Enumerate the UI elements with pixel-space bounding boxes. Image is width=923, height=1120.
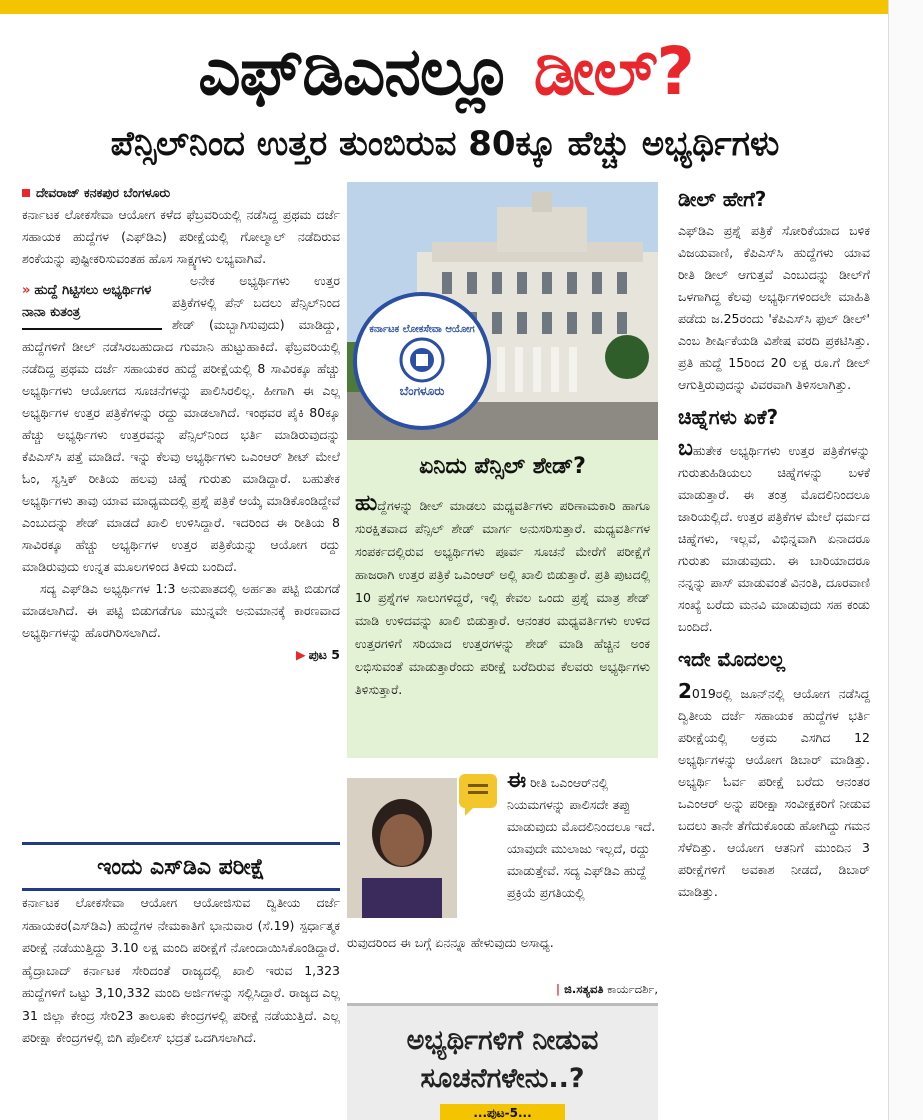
story-sidebox [22,278,162,330]
story-paragraph-3: ಸದ್ಯ ಎಫ್‌ಡಿಎ ಅಭ್ಯರ್ಥಿಗಳ 1:3 ಅನುಪಾತದಲ್ಲಿ ಅರ್ಹತಾ ಪಟ್ಟಿ ಬಿಡುಗಡೆ ಮಾಡಲಾಗಿದೆ. ಈ ಪಟ್ಟಿ ಬಿಡುಗಡೆಗೂ ಮುನ್ನವೇ ಅನುಮಾನಕ್ಕೆ ಕಾರಣವಾದ ಅಭ್ಯರ್ಥಿಗಳನ್ನು ಹೊರಗಿರಿಸಲಾಗಿದೆ. [22,581,340,640]
headline-red: ಡೀಲ್? [533,32,694,110]
main-story [22,182,340,842]
continued-text: ಪುಟ 5 [308,647,340,662]
headline-black: ಎಫ್‌ಡಿಎನಲ್ಲೂ [198,32,512,110]
pencil-shade-box [347,440,658,758]
story-paragraph-1: ಕರ್ನಾಟಕ ಲೋಕಸೇವಾ ಆಯೋಗ ಕಳೆದ ಫೆಬ್ರವರಿಯಲ್ಲಿ ನಡೆಸಿದ್ದ ಪ್ರಥಮ ದರ್ಜೆ ಸಹಾಯಕ ಹುದ್ದೆಗಳ (ಎಫ್‌ಡಿಎ) ಪರೀಕ್ಷೆಯಲ್ಲಿ ಗೋಲ್ಮಾಲ್ ನಡೆದಿರುವ ಶಂಕೆಯನ್ನು ಪುಷ್ಟೀಕರಿಸುವಂತಹ ಹೊಸ ಸಾಕ್ಷ್ಯಗಳು ಲಭ್ಯವಾಗಿವೆ. [22,207,340,266]
kpsc-seal [353,292,491,430]
byline-text: ದೇವರಾಜ್ ಕನಕಪುರ ಬೆಂಗಳೂರು [36,185,171,200]
continued-link[interactable] [296,644,340,666]
seal-text-top: ಕರ್ನಾಟಕ ಲೋಕಸೇವಾ ಆಯೋಗ [369,324,475,335]
instructions-teaser[interactable] [347,1003,658,1120]
emblem-icon [398,336,446,384]
subheadline: ಪೆನ್ಸಿಲ್‌ನಿಂದ ಉತ್ತರ ತುಂಬಿರುವ 80ಕ್ಕೂ ಹೆಚ್ಚು ಅಭ್ಯರ್ಥಿಗಳು [110,124,780,164]
pencil-shade-body: ಹುದ್ದೆಗಳನ್ನು ಡೀಲ್ ಮಾಡಲು ಮಧ್ಯವರ್ತಿಗಳು ಪರಿಣಾಮಕಾರಿ ಹಾಗೂ ಸುರಕ್ಷಿತವಾದ ಪೆನ್ಸಿಲ್ ಶೇಡ್ ಮಾರ್ಗ ಅನುಸರಿಸುತ್ತಾರೆ. ಮಧ್ಯವರ್ತಿಗಳ ಸಂಪರ್ಕದಲ್ಲಿರುವ ಅಭ್ಯರ್ಥಿಗಳು ಪೂರ್ವ ಸೂಚನೆ ಮೇರೆಗೆ ಪರೀಕ್ಷೆಗೆ ಹಾಜರಾಗಿ ಉತ್ತರ ಪತ್ರಿಕೆ ಒಎಂಆರ್ ಅಲ್ಲಿ ಖಾಲಿ ಬಿಡುತ್ತಾರೆ. ಪ್ರತಿ ಪುಟದಲ್ಲಿ 10 ಪ್ರಶ್ನೆಗಳ ಸಾಲುಗಳಿದ್ದರೆ, ಇಲ್ಲಿ ಕೇವಲ ಒಂದು ಪ್ರಶ್ನೆ ಮಾತ್ರ ಶೇಡ್ ಮಾಡಿ ಉಳಿದವನ್ನು ಖಾಲಿ ಬಿಡುತ್ತಾರೆ. ಆನಂತರ ಮಧ್ಯವರ್ತಿಗಳು ಉಳಿದ ಉತ್ತರಗಳಿಗೆ ಸರಿಯಾದ ಉತ್ತರಗಳನ್ನು ಶೇಡ್ ಮಾಡಿ ಹೆಚ್ಚಿನ ಅಂಕ ಲಭಿಸುವಂತೆ ಮಾಡುತ್ತಾರೆಂದು ಪರೀಕ್ಷೆ ಬರೆದಿರುವ ಕೆಲವರು ಅಭ್ಯರ್ಥಿಗಳು ತಿಳಿಸುತ್ತಾರೆ. [355,491,650,697]
right-margin-strip [888,0,923,1120]
sda-title: ಇಂದು ಎಸ್‌ಡಿಎ ಪರೀಕ್ಷೆ [97,855,265,880]
first-time-body: 2019ರಲ್ಲಿ ಜೂನ್‌ನಲ್ಲಿ ಆಯೋಗ ನಡೆಸಿದ್ದ ದ್ವಿತೀಯ ದರ್ಜೆ ಸಹಾಯಕ ಹುದ್ದೆಗಳ ಭರ್ತಿ ಪರೀಕ್ಷೆಯಲ್ಲಿ ಅಕ್ರಮ ಎಸಗಿದ 12 ಅಭ್ಯರ್ಥಿಗಳನ್ನು ಆಯೋಗ ಡಿಬಾರ್ ಮಾಡಿತ್ತು. ಅಭ್ಯರ್ಥಿ ಓರ್ವ ಪರೀಕ್ಷೆ ಬರೆದು ಆನಂತರ ಒಎಂಆರ್ ಅನ್ನು ಪರೀಕ್ಷಾ ಸಂವೀಕ್ಷಕರಿಗೆ ನೀಡುವ ಬದಲು ತಾನೇ ತೆಗೆದುಕೊಂಡು ಹೋಗಿದ್ದು ಗಮನ ಸೆಳೆದಿತ್ತು. ಆಯೋಗ ಆತನಿಗೆ ಮುಂದಿನ 3 ಪರೀಕ್ಷೆಗಳಿಗೆ ಅವಕಾಶ ನೀಡದೆ, ಡಿಬಾರ್ ಮಾಡಿತ್ತು. [678,679,870,899]
top-yellow-band [0,0,888,14]
deal-title: ಡೀಲ್ ಹೇಗೆ? [678,187,767,211]
byline [22,182,340,204]
sda-body: ಕರ್ನಾಟಕ ಲೋಕಸೇವಾ ಆಯೋಗ ಆಯೋಜಿಸುವ ದ್ವಿತೀಯ ದರ್ಜೆ ಸಹಾಯಕರ(ಎಸ್‌ಡಿಎ) ಹುದ್ದೆಗಳ ನೇಮಕಾತಿಗೆ ಭಾನುವಾರ (ಸೆ.19) ಸ್ಪರ್ಧಾತ್ಮಕ ಪರೀಕ್ಷೆ ನಡೆಯುತ್ತಿದ್ದು 3.10 ಲಕ್ಷ ಮಂದಿ ಪರೀಕ್ಷೆಗೆ ನೋಂದಾಯಿಸಿಕೊಂಡಿದ್ದಾರೆ. ಹೈದ್ರಾಬಾದ್ ಕರ್ನಾಟಕ ಸೇರಿದಂತೆ ರಾಜ್ಯದಲ್ಲಿ ಖಾಲಿ ಇರುವ 1,323 ಹುದ್ದೆಗಳಿಗೆ ಒಟ್ಟು 3,10,332 ಮಂದಿ ಅರ್ಜಿಗಳನ್ನು ಸಲ್ಲಿಸಿದ್ದಾರೆ. ರಾಜ್ಯದ ಎಲ್ಲ 31 ಜಿಲ್ಲಾ ಕೇಂದ್ರ ಸೇರಿ23 ತಾಲೂಕು ಕೇಂದ್ರಗಳಲ್ಲಿ ಪರೀಕ್ಷೆ ನಡೆಯುತ್ತಿದೆ. ಎಲ್ಲ ಪರೀಕ್ಷಾ ಕೇಂದ್ರಗಳಲ್ಲಿ ಬಿಗಿ ಪೊಲೀಸ್ ಭದ್ರತೆ ಒದಗಿಸಲಾಗಿದೆ. [22,895,340,1045]
quote-text-2: ರುವುದರಿಂದ ಈ ಬಗ್ಗೆ ಏನನ್ನೂ ಹೇಳುವುದು ಅಸಾಧ್ಯ. [347,935,554,950]
first-time-section [678,644,870,903]
official-quote [347,768,658,996]
deal-section [678,184,870,396]
section-divider [22,842,340,845]
marks-body: ಬಹುತೇಕ ಅಭ್ಯರ್ಥಿಗಳು ಉತ್ತರ ಪತ್ರಿಕೆಗಳನ್ನು ಗುರುತುಹಿಡಿಯಲು ಚಿಹ್ನೆಗಳನ್ನು ಬಳಕೆ ಮಾಡುತ್ತಾರೆ. ಈ ತಂತ್ರ ಮೊದಲಿನಿಂದಲೂ ಜಾರಿಯಲ್ಲಿದೆ. ಉತ್ತರ ಪತ್ರಿಕೆಗಳ ಮೇಲೆ ಧರ್ಮದ ಚಿಹ್ನೆಗಳು, ಇಲ್ಲವೆ, ವಿಭಿನ್ನವಾಗಿ ಏನಾದರೂ ಗುರುತು ಮಾಡುವುದು. ಈ ಬಾರಿಯಾದರೂ ನನ್ನನ್ನು ಪಾಸ್ ಮಾಡುವಂತೆ ವಿನಂತಿ, ದೂರವಾಣಿ ಸಂಖ್ಯೆ ಬರೆದು ಮನವಿ ಮಾಡುವುದು ಸಹ ಕಂಡು ಬಂದಿದೆ. [678,436,870,634]
sidebox-title: » ಹುದ್ದೆ ಗಿಟ್ಟಿಸಲು ಅಭ್ಯರ್ಥಿಗಳ ನಾನಾ ಕುತಂತ್ರ [22,280,162,330]
deal-body: ಎಫ್‌ಡಿಎ ಪ್ರಶ್ನೆ ಪತ್ರಿಕೆ ಸೋರಿಕೆಯಾದ ಬಳಿಕ ವಿಜಯವಾಣಿ, ಕೆಪಿಎಸ್‌ಸಿ ಹುದ್ದೆಗಳು ಯಾವ ರೀತಿ ಡೀಲ್ ಆಗುತ್ತವೆ ಎಂಬುದನ್ನು ಡೀಲ್‌ಗೆ ಒಳಗಾಗಿದ್ದ ಕೆಲವು ಅಭ್ಯರ್ಥಿಗಳಿಂದಲೇ ಮಾಹಿತಿ ಪಡೆದು ಜ.25ರಂದು 'ಕೆಪಿಎಸ್‌ಸಿ ಫುಲ್ ಡೀಲ್' ಎಂಬ ಶೀರ್ಷಿಕೆಯಡಿ ವಿಶೇಷ ವರದಿ ಪ್ರಕಟಿಸಿತ್ತು. ಪ್ರತಿ ಹುದ್ದೆ 15ರಿಂದ 20 ಲಕ್ಷ ರೂ.ಗೆ ಡೀಲ್ ಆಗುತ್ತಿರುವುದನ್ನು ವಿವರವಾಗಿ ತಿಳಿಸಲಾಗಿತ್ತು. [678,223,870,392]
story-paragraph-2: ಅನೇಕ ಅಭ್ಯರ್ಥಿಗಳು ಉತ್ತರ ಪತ್ರಿಕೆಗಳಲ್ಲಿ ಪೆನ್ ಬದಲು ಪೆನ್ಸಿಲ್‌ನಿಂದ ಶೇಡ್ (ಮಬ್ಬಾಗಿಸುವುದು) ಮಾಡಿದ್ದು, ಹುದ್ದೆಗಳಿಗೆ ಡೀಲ್ ನಡೆಸಿರಬಹುದಾದ ಗುಮಾನಿ ಹುಟ್ಟುಹಾಕಿದೆ. ಫೆಬ್ರವರಿಯಲ್ಲಿ ನಡೆದಿದ್ದ ಪ್ರಥಮ ದರ್ಜೆ ಸಹಾಯಕರ ಹುದ್ದೆ ಪರೀಕ್ಷೆಯಲ್ಲಿ 8 ಸಾವಿರಕ್ಕೂ ಹೆಚ್ಚು ಅಭ್ಯರ್ಥಿಗಳು ಆಯೋಗದ ಸೂಚನೆಗಳನ್ನು ಪಾಲಿಸಿರಲಿಲ್ಲ. ಹೀಗಾಗಿ ಈ ಎಲ್ಲ ಅಭ್ಯರ್ಥಿಗಳ ಉತ್ತರ ಪತ್ರಿಕೆಗಳನ್ನು ರದ್ದು ಮಾಡಲಾಗಿದೆ. ಇಂಥವರ ಪೈಕಿ 80ಕ್ಕೂ ಹೆಚ್ಚು ಅಭ್ಯರ್ಥಿಗಳು ಉತ್ತರವನ್ನು ಪೆನ್ಸಿಲ್‌ನಿಂದ ಭರ್ತಿ ಮಾಡಿರುವುದನ್ನು ಕೆಪಿಎಸ್‌ಸಿ ಪತ್ತೆ ಮಾಡಿದೆ. ಇನ್ನು ಕೆಲವು ಅಭ್ಯರ್ಥಿಗಳು ಒಎಂಆರ್ ಶೀಟ್ ಮೇಲೆ ಓಂ, ಸ್ವಸ್ತಿಕ್ ರೀತಿಯ ಹಲವು ಚಿಹ್ನೆ ಗುರುತು ಮಾಡಿದ್ದಾರೆ. ಬಹುತೇಕ ಅಭ್ಯರ್ಥಿಗಳು ತಾವು ಯಾವ ಮಾಧ್ಯಮದಲ್ಲಿ ಪ್ರಶ್ನೆ ಪತ್ರಿಕೆ ಆಯ್ಕೆ ಮಾಡಿಕೊಂಡಿದ್ದೇವೆ ಎಂಬುದನ್ನು ಶೇಡ್ ಮಾಡದೆ ಖಾಲಿ ಉಳಿಸಿದ್ದಾರೆ. ಇದರಿಂದ ಈ ರೀತಿಯ 8 ಸಾವಿರಕ್ಕೂ ಹೆಚ್ಚು ಅಭ್ಯರ್ಥಿಗಳ ಉತ್ತರ ಪತ್ರಿಕೆಯನ್ನು ಆಯೋಗ ರದ್ದು ಮಾಡಿರುವುದು ಉನ್ನತ ಮೂಲಗಳಿಂದ ತಿಳಿದು ಬಂದಿದೆ. [22,273,340,574]
quote-attribution: | ಜಿ.ಸತ್ಯವತಿ ಕಾರ್ಯದರ್ಶಿ, [555,982,658,996]
official-portrait [347,778,457,918]
right-column [678,182,870,1112]
sda-divider [22,888,340,891]
marks-title: ಚಿಹ್ನೆಗಳು ಏಕೆ? [678,405,779,429]
quote-icon [459,774,497,808]
pencil-shade-title: ಏನಿದು ಪೆನ್ಸಿಲ್ ಶೇಡ್? [419,454,586,479]
double-chevron-icon: » [22,283,31,298]
play-arrow-icon: ▶ [295,647,306,662]
byline-marker-icon [22,189,30,197]
quote-text-1: ಈ ರೀತಿ ಒಎಂಆರ್‌ನಲ್ಲಿ ನಿಯಮಗಳನ್ನು ಪಾಲಿಸದೇ ತಪ್ಪು ಮಾಡುವುದು ಮೊದಲಿನಿಂದಲೂ ಇದೆ. ಯಾವುದೇ ಮುಲಾಜು ಇಲ್ಲದೆ, ರದ್ದು ಮಾಡುತ್ತೇವೆ. ಸದ್ಯ ಎಫ್‌ಡಿಎ ಹುದ್ದೆ ಪ್ರಕ್ರಿಯೆ ಪ್ರಗತಿಯಲ್ಲಿ [507,768,656,900]
marks-section [678,402,870,638]
instructions-page-ref[interactable]: ...ಪುಟ-5... [440,1104,565,1120]
first-time-title: ಇದೇ ಮೊದಲಲ್ಲ [678,647,786,671]
instructions-title: ಅಭ್ಯರ್ಥಿಗಳಿಗೆ ನೀಡುವ ಸೂಚನೆಗಳೇನು..? [406,1025,599,1094]
seal-text-bottom: ಬೆಂಗಳೂರು [399,384,445,398]
page-headline [16,22,876,122]
kpsc-building-photo [347,182,658,440]
